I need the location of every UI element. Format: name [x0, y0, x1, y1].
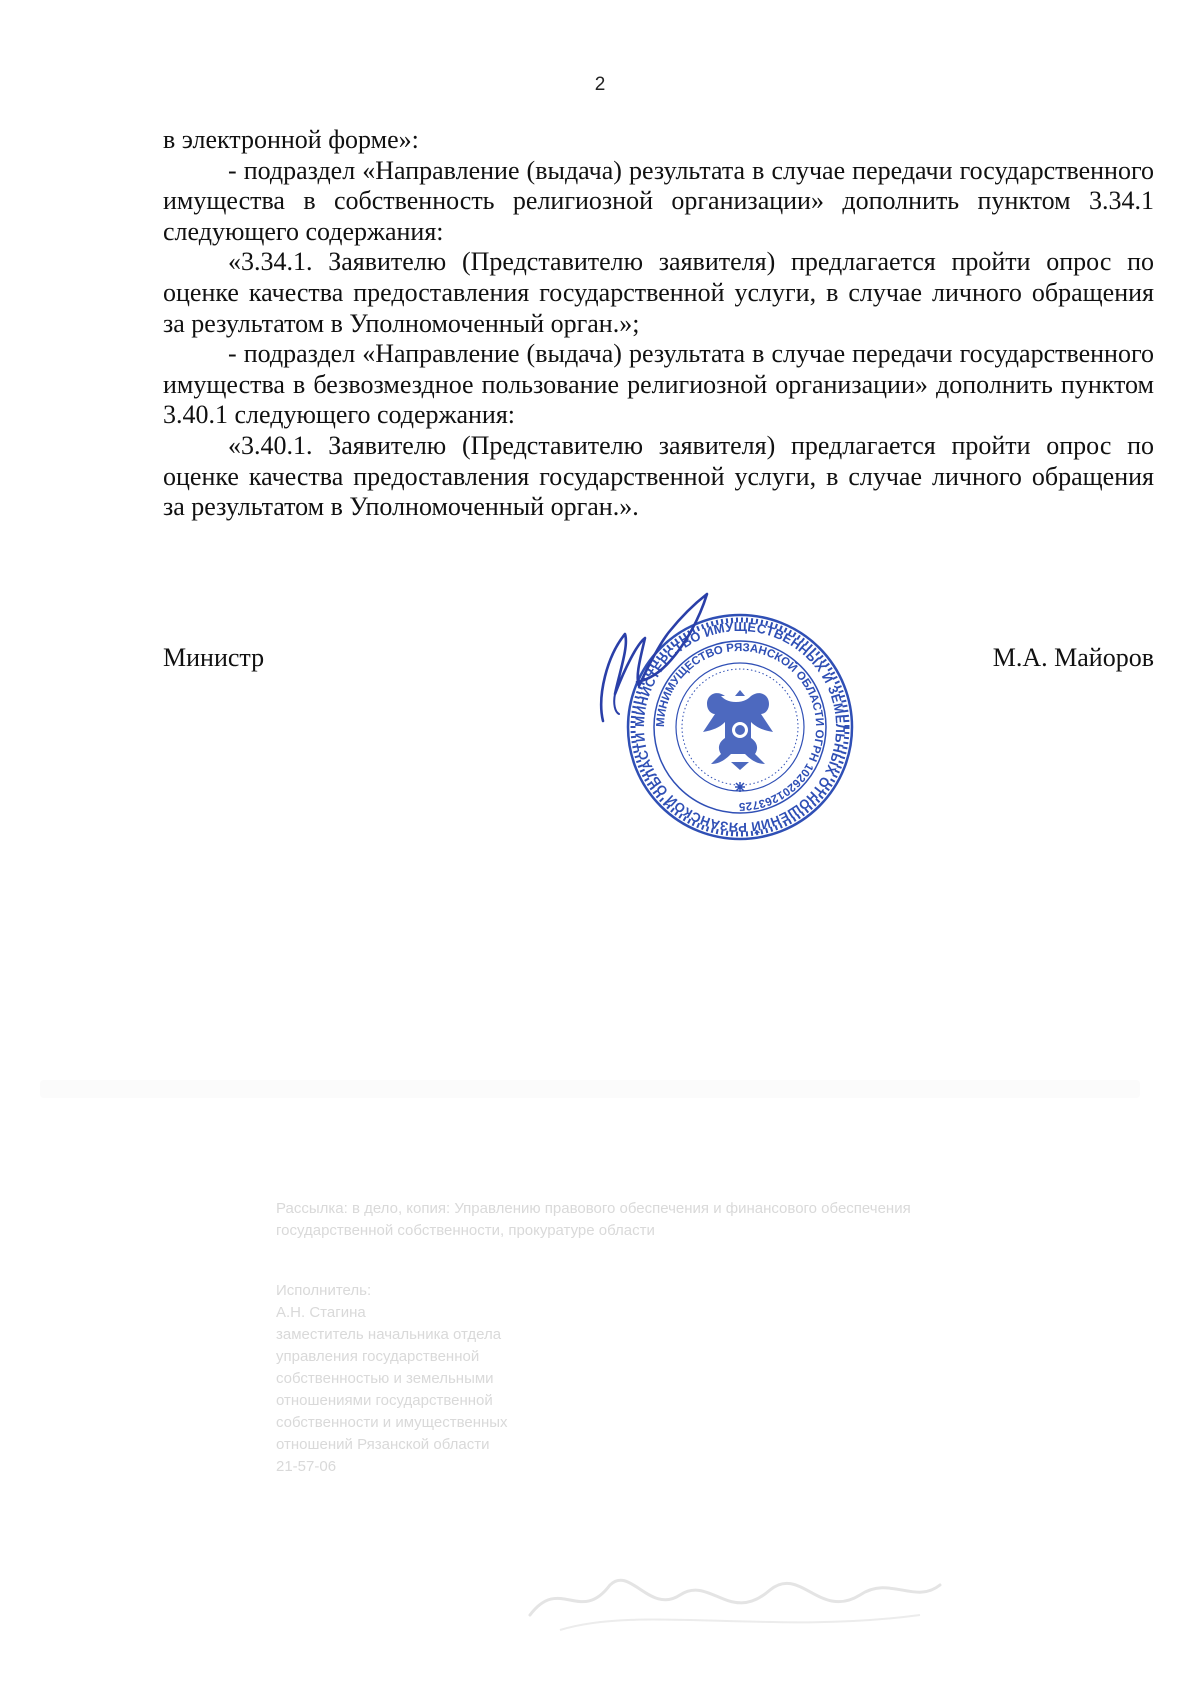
- faint-executor-line-6: отношениями государственной: [276, 1392, 493, 1409]
- reverse-side-show-through: [276, 1198, 1126, 1478]
- handwritten-signature: [585, 586, 735, 736]
- seal-outer-text: МИНИСТЕРСТВО ИМУЩЕСТВЕННЫХ И ЗЕМЕЛЬНЫХ ОТНОШЕНИЙ РЯЗАНСКОЙ ОБЛАСТИ: [631, 618, 849, 836]
- signatory-name: М.А. Майоров: [992, 643, 1154, 672]
- faint-executor-line-5: собственностью и земельными: [276, 1370, 494, 1387]
- faint-executor-line-9: 21-57-06: [276, 1458, 337, 1475]
- faint-executor-line-7: собственности и имущественных: [276, 1414, 508, 1431]
- paragraph-4: - подраздел «Направление (выдача) результата в случае передачи государственного имущества в безвозмездное пользование религиозной организации» дополнить пунктом 3.40.1 следующего содержания:: [163, 339, 1154, 430]
- faint-executor-line-1: Исполнитель:: [276, 1282, 372, 1299]
- document-body: [163, 125, 1154, 523]
- faint-executor-line-2: А.Н. Стагина: [276, 1304, 366, 1321]
- seal-inner-text: МИНИМУЩЕСТВО РЯЗАНСКОЙ ОБЛАСТИ ОГРН 1026201263725: [654, 641, 826, 813]
- paragraph-5: «3.40.1. Заявителю (Представителю заявителя) предлагается пройти опрос по оценке качества предоставления государственной услуги, в случае личного обращения за результатом в Уполномоченный орган.».: [163, 430, 1154, 522]
- paragraph-2: - подраздел «Направление (выдача) результата в случае передачи государственного имущества в собственность религиозной организации» дополнить пунктом 3.34.1 следующего содержания:: [163, 155, 1154, 246]
- scan-smudge: [40, 1080, 1140, 1098]
- signatory-position: Министр: [163, 643, 265, 672]
- faint-executor-line-8: отношений Рязанской области: [276, 1436, 490, 1453]
- paragraph-3: «3.34.1. Заявителю (Представителю заявителя) предлагается пройти опрос по оценке качества предоставления государственной услуги, в случае личного обращения за результатом в Уполномоченный орган.»;: [163, 247, 1154, 338]
- page-number: 2: [594, 74, 606, 95]
- faint-executor-line-4: управления государственной: [276, 1348, 480, 1365]
- paragraph-1: в электронной форме»:: [163, 125, 419, 154]
- faint-reverse-signature: [520, 1535, 950, 1645]
- seal-lower-star-icon: [735, 782, 745, 792]
- faint-distribution-line-2: государственной собственности, прокуратуре области: [276, 1222, 655, 1239]
- faint-executor-line-3: заместитель начальника отдела: [276, 1326, 502, 1343]
- faint-distribution-line-1: Рассылка: в дело, копия: Управлению правового обеспечения и финансового обеспечения: [276, 1200, 911, 1217]
